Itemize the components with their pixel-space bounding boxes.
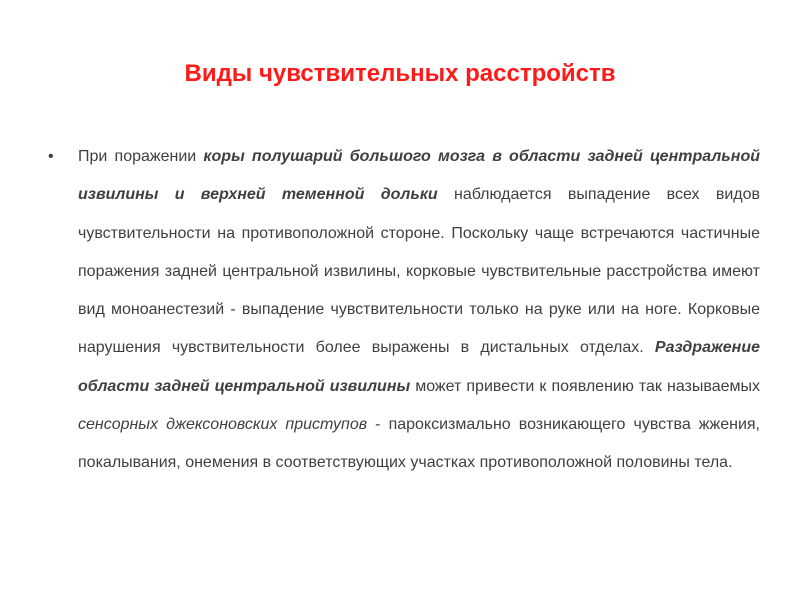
emphasis-run: коры полушарий большого мозга в области задней центральной извилины и верхней теменной дольки: [78, 148, 760, 204]
bullet-paragraph: [78, 138, 760, 483]
italic-run: сенсорных джексоновских приступов: [78, 416, 368, 434]
slide-title: Виды чувствительных расстройств: [184, 60, 616, 87]
bullet-item: [48, 138, 760, 483]
text-run: - пароксизмально возникающего чувства жжения, покалывания, онемения в соответствующих участках противоположной половины тела.: [78, 416, 760, 472]
text-run: наблюдается выпадение всех видов чувствительности на противоположной стороне. Поскольку чаще встречаются частичные поражения задней центральной извилины, корковые чувствительные расстройства имеют вид моноанестезий - выпадение чувствительности только на руке или на ноге. Корковые нарушения чувствительности более выражены в дистальных отделах.: [78, 186, 760, 357]
text-run: может привести к появлению так называемых: [410, 377, 760, 395]
bullet-list: [48, 138, 760, 483]
emphasis-run: Раздражение области задней центральной извилины: [78, 339, 760, 395]
text-run: При поражении: [78, 148, 204, 165]
bullet-icon: •: [48, 148, 54, 165]
